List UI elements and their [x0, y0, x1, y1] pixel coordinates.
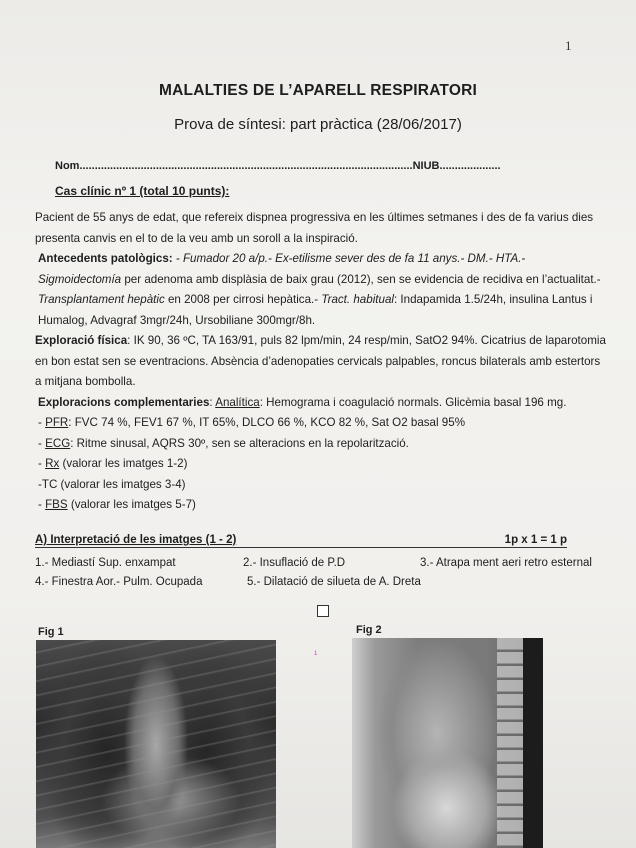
complementaries-line: Exploracions complementaries: Analítica: Hemograma i coagulació normals. Glicèmia basal 196 mg. [38, 395, 567, 409]
pfr-line: - PFR: FVC 74 %, FEV1 67 %, IT 65%, DLCO 66 %, KCO 82 %, Sat O2 basal 95% [38, 416, 466, 429]
section-a-title: A) Interpretació de les imatges (1 - 2) [35, 534, 237, 546]
ecg-label: ECG [45, 436, 71, 450]
option-1: 1.- Mediastí Sup. enxampat [35, 557, 176, 569]
intro-paragraph: Pacient de 55 anys de edat, que refereix dispnea progressiva en les últimes setmanes i des de fa varius dies presenta canvis en el to de la veu amb un soroll a la inspiració. [35, 211, 594, 245]
case-body [35, 208, 607, 516]
exam-title: MALALTIES DE L’APARELL RESPIRATORI [159, 82, 477, 99]
page-number: 1 [565, 38, 572, 53]
section-a-header [35, 534, 567, 548]
option-5: 5.- Dilatació de silueta de A. Dreta [247, 576, 421, 588]
chest-xray-lateral-image [352, 638, 543, 848]
antecedents-label: Antecedents patològics: [38, 252, 173, 265]
antecedents-text-5: Tract. habitual [321, 293, 394, 306]
tc-line: -TC (valorar les imatges 3-4) [38, 477, 186, 491]
fig2-label: Fig 2 [356, 624, 382, 636]
pfr-text: : FVC 74 %, FEV1 67 %, IT 65%, DLCO 66 %, KCO 82 %, Sat O2 basal 95% [68, 416, 466, 429]
chest-xray-frontal-image [36, 640, 276, 848]
fig1-label: Fig 1 [38, 626, 64, 638]
section-a-score: 1p x 1 = 1 p [504, 534, 567, 546]
exploracio-label: Exploració física [35, 334, 128, 347]
antecedents-text-3: Transplantament hepàtic [38, 293, 165, 306]
pfr-label: PFR [45, 416, 69, 429]
annotation-mark: 1 [314, 651, 318, 657]
fbs-line: - FBS (valorar les imatges 5-7) [38, 498, 196, 511]
option-3: 3.- Atrapa ment aeri retro esternal [420, 557, 592, 569]
rx-label: Rx [45, 457, 60, 470]
option-4: 4.- Finestra Aor.- Pulm. Ocupada [35, 576, 203, 588]
option-2: 2.- Insuflació de P.D [243, 557, 346, 569]
xray-spine-shadow [497, 638, 523, 848]
exam-subtitle: Prova de síntesi: part pràctica (28/06/2017) [174, 116, 462, 133]
answer-checkbox[interactable] [317, 605, 329, 617]
antecedents-text-1: - Fumador 20 a/p.- Ex-etilisme sever des de fa 11 anys.- DM.- HTA.- Sigmoidectomía [38, 252, 526, 286]
antecedents-text-4: en 2008 per cirrosi hepàtica.- [164, 293, 322, 306]
fbs-text: (valorar les imatges 5-7) [67, 498, 196, 511]
exploracio-text: : IK 90, 36 ºC, TA 163/91, puls 82 lpm/min, 24 resp/min, SatO2 94%. Cicatrius de laparotomia en bon estat sen se eventracions. Absència d’adenopaties cervicals palpables, roncus bilaterals amb estertors a mitjana bombolla. [35, 334, 606, 388]
rx-line: - Rx (valorar les imatges 1-2) [38, 457, 188, 470]
analitica-label: Analítica [215, 395, 260, 409]
ecg-line: - ECG: Ritme sinusal, AQRS 30º, sen se alteracions en la repolarització. [38, 436, 409, 450]
xray-dark-edge [523, 638, 543, 848]
complementaries-label: Exploracions complementaries [38, 395, 210, 409]
antecedents-paragraph [35, 249, 607, 331]
antecedents-text-6: : Indapamida 1.5/24h, insulina Lantus i Humalog, Advagraf 3mgr/24h, Ursobiliane 300mgr/8h. [38, 293, 593, 327]
antecedents-text-2: per adenoma amb displàsia de baix grau (2012), sen se evidencia de recidiva en l’actualitat.- [121, 272, 601, 286]
ecg-text: : Ritme sinusal, AQRS 30º, sen se alteracions en la repolarització. [70, 436, 409, 450]
analitica-text: : Hemograma i coagulació normals. Glicèmia basal 196 mg. [259, 395, 567, 409]
case-title: Cas clínic nº 1 (total 10 punts): [55, 184, 230, 198]
rx-text: (valorar les imatges 1-2) [59, 457, 188, 470]
fbs-label: FBS [45, 498, 68, 511]
exploracio-paragraph [35, 331, 607, 393]
name-niub-line: Nom.............................................................................................................NIUB.................... [55, 160, 501, 172]
